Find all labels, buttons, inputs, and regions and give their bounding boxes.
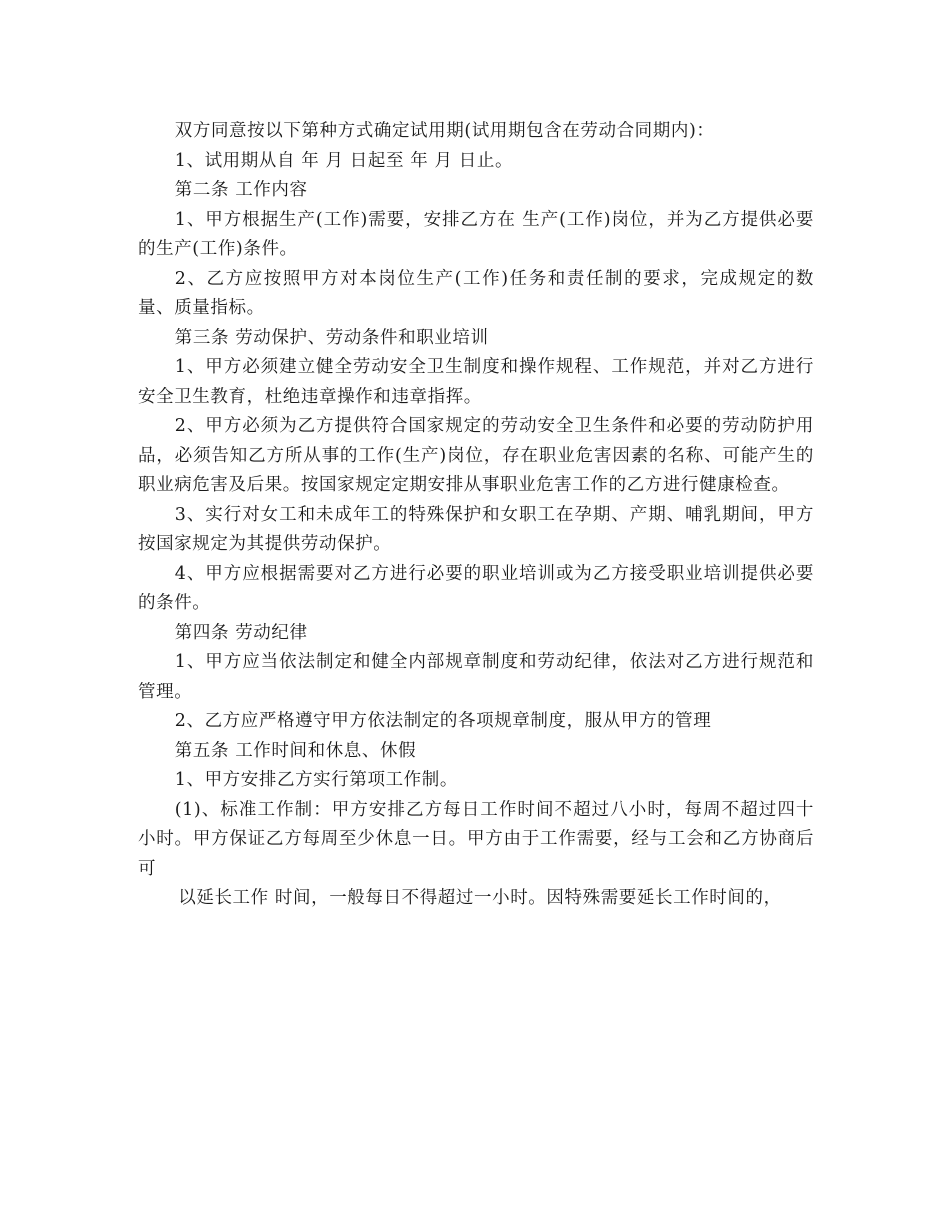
paragraph-work-content-2: 2、乙方应按照甲方对本岗位生产(工作)任务和责任制的要求，完成规定的数量、质量指标。 [138,268,814,318]
heading-article-4: 第四条 劳动纪律 [174,622,308,643]
heading-article-2: 第二条 工作内容 [174,180,308,200]
document-body [138,117,814,914]
paragraph-probation-intro: 双方同意按以下第种方式确定试用期(试用期包含在劳动合同期内)： [174,121,715,141]
paragraph-standard-workweek: (1)、标准工作制：甲方安排乙方每日工作时间不超过八小时，每周不超过四十小时。甲方保证乙方每周至少休息一日。甲方由于工作需要，经与工会和乙方协商后可 [138,799,814,879]
paragraph-protection-3: 3、实行对女工和未成年工的特殊保护和女职工在孕期、产期、哺乳期间，甲方按国家规定为其提供劳动保护。 [138,504,814,554]
paragraph-worktime-1: 1、甲方安排乙方实行第项工作制。 [174,770,458,790]
paragraph-overtime: 以延长工作 时间，一般每日不得超过一小时。因特殊需要延长工作时间的， [178,888,782,908]
paragraph-discipline-2: 2、乙方应严格遵守甲方依法制定的各项规章制度，服从甲方的管理 [174,711,712,731]
paragraph-protection-4: 4、甲方应根据需要对乙方进行必要的职业培训或为乙方接受职业培训提供必要的条件。 [138,563,814,613]
paragraph-work-content-1: 1、甲方根据生产(工作)需要，安排乙方在 生产(工作)岗位，并为乙方提供必要的生产(工作)条件。 [138,209,814,259]
heading-article-3: 第三条 劳动保护、劳动条件和职业培训 [174,327,489,348]
paragraph-protection-1: 1、甲方必须建立健全劳动安全卫生制度和操作规程、工作规范，并对乙方进行安全卫生教育，杜绝违章操作和违章指挥。 [138,357,814,407]
paragraph-probation-period: 1、试用期从自 年 月 日起至 年 月 日止。 [174,150,514,171]
paragraph-discipline-1: 1、甲方应当依法制定和健全内部规章制度和劳动纪律，依法对乙方进行规范和管理。 [138,652,814,702]
paragraph-protection-2: 2、甲方必须为乙方提供符合国家规定的劳动安全卫生条件和必要的劳动防护用品，必须告知乙方所从事的工作(生产)岗位，存在职业危害因素的名称、可能产生的职业病危害及后果。按国家规定定期安排从事职业危害工作的乙方进行健康检查。 [138,416,814,495]
heading-article-5: 第五条 工作时间和休息、休假 [174,740,417,761]
